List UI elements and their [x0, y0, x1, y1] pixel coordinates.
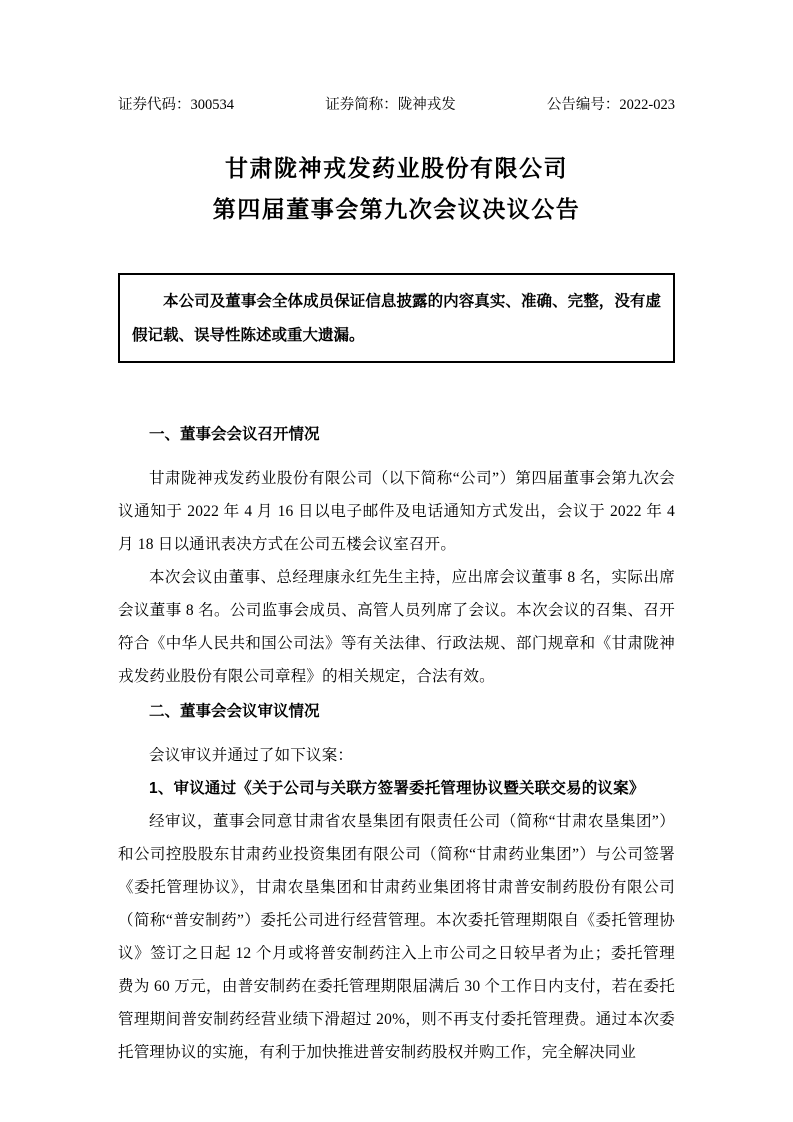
stock-code: 证券代码：300534 [118, 97, 234, 113]
section1-paragraph-1: 甘肃陇神戎发药业股份有限公司（以下简称“公司”）第四届董事会第九次会议通知于 2022 年 4 月 16 日以电子邮件及电话通知方式发出，会议于 2022 年 4 月 18 日以通讯表决方式在公司五楼会议室召开。 [118, 470, 675, 553]
section1-heading: 一、董事会会议召开情况 [149, 426, 320, 443]
disclaimer-box [118, 273, 675, 363]
title-company-line: 甘肃陇神戎发药业股份有限公司 [225, 155, 568, 181]
document-content [118, 0, 675, 1069]
section1-paragraph-2: 本次会议由董事、总经理康永红先生主持，应出席会议董事 8 名，实际出席会议董事 8 名。公司监事会成员、高管人员列席了会议。本次会议的召集、召开符合《中华人民共和国公司法》等有关法律、行政法规、部门规章和《甘肃陇神戎发药业股份有限公司章程》的相关规定，合法有效。 [118, 569, 675, 685]
section2-intro: 会议审议并通过了如下议案： [149, 747, 354, 764]
document-header [118, 93, 675, 114]
section2-item1-title: 1、审议通过《关于公司与关联方签署委托管理协议暨关联交易的议案》 [149, 780, 645, 797]
stock-short-name: 证券简称：陇神戎发 [325, 97, 456, 113]
section2-item1-detail: 经审议，董事会同意甘肃省农垦集团有限责任公司（简称“甘肃农垦集团”）和公司控股股东甘肃药业投资集团有限公司（简称“甘肃药业集团”）与公司签署《委托管理协议》，甘肃农垦集团和甘肃药业集团将甘肃普安制药股份有限公司（简称“普安制药”）委托公司进行经营管理。本次委托管理期限自《委托管理协议》签订之日起 12 个月或将普安制药注入上市公司之日较早者为止；委托管理费为 60 万元，由普安制药在委托管理期限届满后 30 个工作日内支付，若在委托管理期间普安制药经营业绩下滑超过 20%，则不再支付委托管理费。通过本次委托管理协议的实施，有利于加快推进普安制药股权并购工作，完全解决同业 [118, 813, 675, 1061]
document-title [118, 148, 675, 230]
announcement-number: 公告编号：2022-023 [546, 97, 675, 113]
title-subject-line: 第四届董事会第九次会议决议公告 [212, 196, 581, 222]
section2-heading: 二、董事会会议审议情况 [149, 703, 320, 720]
disclaimer-text: 本公司及董事会全体成员保证信息披露的内容真实、准确、完整，没有虚假记载、误导性陈述或重大遗漏。 [132, 293, 661, 344]
